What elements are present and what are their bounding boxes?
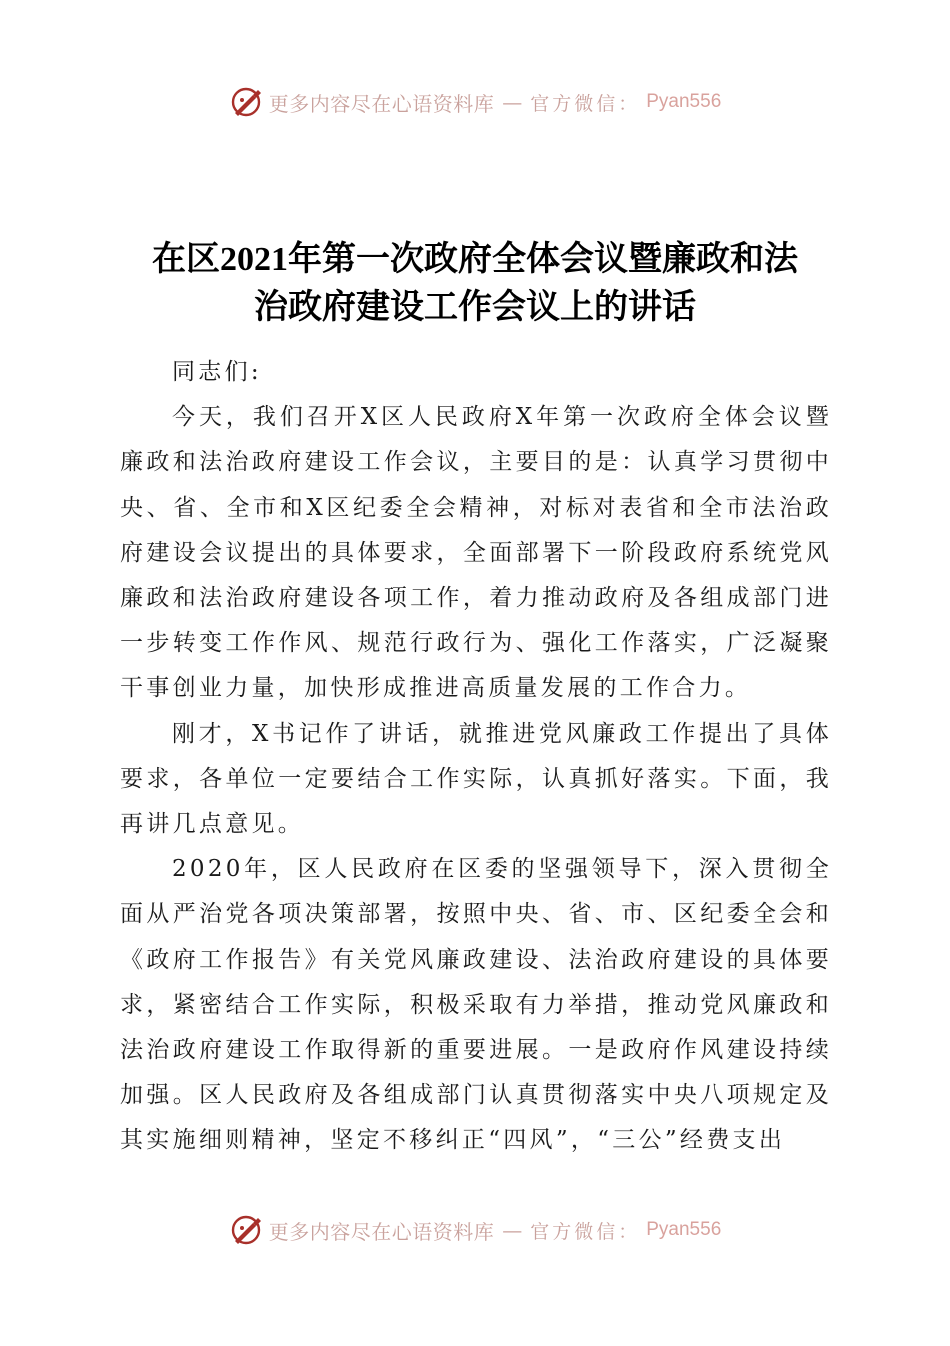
footer-watermark-banner xyxy=(0,1210,950,1250)
document-title xyxy=(110,236,840,332)
body-paragraph: 今天，我们召开X区人民政府X年第一次政府全体会议暨廉政和法治政府建设工作会议，主要目的是：认真学习贯彻中央、省、全市和X区纪委全会精神，对标对表省和全市法治政府建设会议提出的具体要求，全面部署下一阶段政府系统党风廉政和法治政府建设各项工作，着力推动政府及各组成部门进一步转变工作作风、规范行政行为、强化工作落实，广泛凝聚干事创业力量，加快形成推进高质量发展的工作合力。 xyxy=(120,404,832,702)
banner-wechat-id: Pyan556 xyxy=(646,91,722,112)
banner-sub-text: 官方微信： xyxy=(530,1220,641,1243)
banner-wechat-id: Pyan556 xyxy=(646,1219,722,1240)
banner-separator: — xyxy=(502,90,523,114)
document-body xyxy=(120,350,832,1164)
banner-main-text: 更多内容尽在心语资料库 xyxy=(268,91,495,116)
body-paragraph: 刚才，X书记作了讲话，就推进党风廉政工作提出了具体要求，各单位一定要结合工作实际，认真抓好落实。下面，我再讲几点意见。 xyxy=(120,720,832,838)
pen-logo-icon xyxy=(229,85,263,119)
body-paragraph: 2020年，区人民政府在区委的坚强领导下，深入贯彻全面从严治党各项决策部署，按照中央、省、市、区纪委全会和《政府工作报告》有关党风廉政建设、法治政府建设的具体要求，紧密结合工作实际，积极采取有力举措，推动党风廉政和法治政府建设工作取得新的重要进展。一是政府作风建设持续加强。区人民政府及各组成部门认真贯彻落实中央八项规定及其实施细则精神，坚定不移纠正“四风”，“三公”经费支出 xyxy=(120,856,832,1154)
pen-logo-icon xyxy=(229,1213,263,1247)
title-line-1: 在区2021年第一次政府全体会议暨廉政和法 xyxy=(152,241,798,278)
header-watermark-banner xyxy=(0,82,950,122)
banner-main-text: 更多内容尽在心语资料库 xyxy=(268,1219,495,1244)
salutation: 同志们: xyxy=(172,359,262,385)
banner-separator: — xyxy=(502,1218,523,1242)
banner-sub-text: 官方微信： xyxy=(530,92,641,115)
title-line-2: 治政府建设工作会议上的讲话 xyxy=(254,289,696,326)
